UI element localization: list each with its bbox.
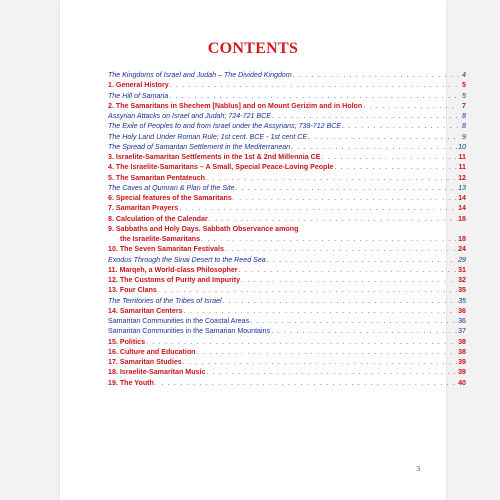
toc-entry bbox=[108, 244, 466, 254]
dot-leader bbox=[233, 193, 457, 203]
dot-leader bbox=[155, 378, 457, 388]
toc-entry-page: 24 bbox=[458, 245, 466, 254]
toc-entry-title: The Caves at Qumran & Plan of the Site bbox=[108, 183, 235, 192]
toc-entry-title: 5. The Samaritan Pentateuch bbox=[108, 173, 205, 182]
toc-entry-page: 5 bbox=[462, 81, 466, 90]
toc-entry-page: 31 bbox=[458, 265, 466, 274]
dot-leader bbox=[291, 142, 457, 152]
dot-leader bbox=[293, 70, 459, 80]
toc-entry-title: The Hill of Samaria bbox=[108, 91, 169, 100]
toc-entry-page: 12 bbox=[458, 173, 466, 182]
dot-leader bbox=[334, 162, 457, 172]
dot-leader bbox=[170, 80, 459, 90]
toc-entry bbox=[108, 306, 466, 316]
toc-entry bbox=[108, 285, 466, 295]
toc-entry-page: 10 bbox=[458, 142, 466, 151]
dot-leader bbox=[250, 316, 457, 326]
toc-entry-page: 36 bbox=[458, 306, 466, 315]
toc-entry-title: 9. Sabbaths and Holy Days. Sabbath Observance among bbox=[108, 224, 299, 233]
dot-leader bbox=[308, 132, 459, 142]
toc-entry bbox=[108, 234, 466, 244]
toc-entry-page: 29 bbox=[458, 255, 466, 264]
dot-leader bbox=[179, 203, 457, 213]
toc-entry-page: 18 bbox=[458, 235, 466, 243]
toc-entry-page: 14 bbox=[458, 194, 466, 202]
toc-entry-title: 1. General History bbox=[108, 81, 169, 90]
toc-entry bbox=[108, 142, 466, 152]
toc-entry bbox=[108, 152, 466, 162]
document-page bbox=[60, 0, 466, 500]
toc-entry-page: 4 bbox=[462, 71, 466, 79]
toc-entry-title: Samaritan Communities in the Samarian Mountains bbox=[108, 327, 271, 336]
dot-leader bbox=[267, 255, 457, 265]
toc-entry-page: 8 bbox=[462, 122, 466, 131]
toc-entry-page: 39 bbox=[458, 358, 466, 366]
dot-leader bbox=[201, 234, 457, 244]
page-number: 3 bbox=[416, 465, 420, 473]
toc-entry-title: 13. Four Clans bbox=[108, 286, 157, 295]
dot-leader bbox=[183, 357, 457, 367]
toc-entry-page: 35 bbox=[458, 286, 466, 295]
toc-entry-page: 39 bbox=[458, 368, 466, 377]
toc-entry-title: the Israelite-Samaritans bbox=[120, 235, 201, 243]
toc-entry-title: The Spread of Samaritan Settlement in the Mediterranean bbox=[108, 142, 291, 151]
toc-entry bbox=[108, 214, 466, 224]
toc-entry-title: 16. Culture and Education bbox=[108, 347, 196, 356]
toc-entry bbox=[108, 70, 466, 80]
table-of-contents bbox=[108, 70, 466, 388]
toc-entry-page: 38 bbox=[458, 347, 466, 356]
dot-leader bbox=[239, 265, 458, 275]
toc-entry-title: 6. Special features of the Samaritans bbox=[108, 194, 232, 202]
dot-leader bbox=[223, 296, 458, 306]
dot-leader bbox=[197, 347, 458, 357]
toc-entry-title: 7. Samaritan Prayers bbox=[108, 204, 179, 213]
dot-leader bbox=[342, 121, 459, 131]
toc-entry-title: 17. Samaritan Studies bbox=[108, 358, 182, 366]
dot-leader bbox=[241, 275, 457, 285]
toc-entry bbox=[108, 316, 466, 326]
toc-entry bbox=[108, 101, 466, 111]
toc-entry bbox=[108, 296, 466, 306]
toc-entry-page: 37 bbox=[458, 327, 466, 336]
toc-entry-page: 36 bbox=[458, 317, 466, 325]
contents-title: CONTENTS bbox=[207, 40, 299, 57]
toc-entry bbox=[108, 80, 466, 90]
toc-entry bbox=[108, 162, 466, 172]
toc-entry bbox=[108, 121, 466, 131]
toc-entry-page: 38 bbox=[458, 337, 466, 346]
toc-entry-title: 2. The Samaritans in Shechem [Nablus] and on Mount Gerizim and in Holon bbox=[108, 101, 363, 110]
toc-entry-title: 8. Calculation of the Calendar bbox=[108, 214, 208, 223]
toc-entry-page: 40 bbox=[458, 378, 466, 387]
dot-leader bbox=[184, 306, 458, 316]
dot-leader bbox=[209, 214, 457, 224]
toc-entry bbox=[108, 183, 466, 193]
dot-leader bbox=[146, 337, 457, 347]
dot-leader bbox=[236, 183, 458, 193]
toc-entry-page: 8 bbox=[462, 112, 466, 120]
toc-entry bbox=[108, 347, 466, 357]
toc-entry-page: 11 bbox=[458, 163, 466, 172]
toc-entry bbox=[108, 337, 466, 347]
toc-entry-title: 14. Samaritan Centers bbox=[108, 306, 183, 315]
dot-leader bbox=[272, 111, 459, 121]
toc-entry bbox=[108, 378, 466, 388]
toc-entry-title: 10. The Seven Samaritan Festivals bbox=[108, 245, 224, 254]
toc-entry-page: 13 bbox=[458, 183, 466, 192]
toc-entry-page: 32 bbox=[458, 276, 466, 284]
dot-leader bbox=[321, 152, 457, 162]
toc-entry-page: 7 bbox=[462, 101, 466, 110]
toc-entry bbox=[108, 224, 466, 234]
dot-leader bbox=[206, 173, 457, 183]
toc-entry-title: 18. Israelite-Samaritan Music bbox=[108, 368, 206, 377]
toc-entry-page: 5 bbox=[462, 91, 466, 100]
toc-entry-title: Assyrian Attacks on Israel and Judah; 724-721 BCE bbox=[108, 112, 271, 120]
dot-leader bbox=[363, 101, 459, 111]
dot-leader bbox=[271, 326, 457, 336]
toc-entry-page: 9 bbox=[462, 132, 466, 141]
toc-entry bbox=[108, 367, 466, 377]
toc-entry-title: 11. Marqeh, a World-class Philosopher bbox=[108, 265, 238, 274]
toc-entry-title: 12. The Customs of Purity and Impurity bbox=[108, 276, 241, 284]
toc-entry-title: Samaritan Communities in the Coastal Areas bbox=[108, 317, 250, 325]
toc-entry-page: 14 bbox=[458, 204, 466, 213]
toc-entry-title: Exodus Through the Sinai Desert to the Reed Sea bbox=[108, 255, 266, 264]
toc-entry-title: The Holy Land Under Roman Rule; 1st cent. BCE - 1st cent CE bbox=[108, 132, 308, 141]
toc-entry-title: 15. Politics bbox=[108, 337, 146, 346]
toc-entry bbox=[108, 357, 466, 367]
toc-entry-title: The Territories of the Tribes of Israel bbox=[108, 296, 222, 305]
toc-entry bbox=[108, 265, 466, 275]
toc-entry-page: 18 bbox=[458, 214, 466, 223]
dot-leader bbox=[206, 367, 457, 377]
toc-entry-title: 19. The Youth bbox=[108, 378, 154, 387]
toc-entry bbox=[108, 173, 466, 183]
toc-entry-title: 4. The Israelite-Samaritans – A Small, Special Peace-Loving People bbox=[108, 163, 334, 172]
dot-leader bbox=[225, 244, 457, 254]
toc-entry-page: 11 bbox=[458, 153, 466, 161]
toc-entry bbox=[108, 193, 466, 203]
dot-leader bbox=[169, 91, 459, 101]
toc-entry bbox=[108, 111, 466, 121]
toc-entry-title: The Kingdoms of Israel and Judah – The Divided Kingdom bbox=[108, 71, 292, 79]
toc-entry bbox=[108, 91, 466, 101]
toc-entry bbox=[108, 255, 466, 265]
toc-entry-page: 35 bbox=[458, 296, 466, 305]
toc-entry bbox=[108, 326, 466, 336]
toc-entry-title: 3. Israelite-Samaritan Settlements in the 1st & 2nd Millennia CE bbox=[108, 153, 321, 161]
toc-entry-title: The Exile of Peoples to and from Israel under the Assyrians; 738-712 BCE bbox=[108, 122, 342, 131]
toc-entry bbox=[108, 132, 466, 142]
toc-entry bbox=[108, 203, 466, 213]
toc-entry bbox=[108, 275, 466, 285]
dot-leader bbox=[158, 285, 457, 295]
